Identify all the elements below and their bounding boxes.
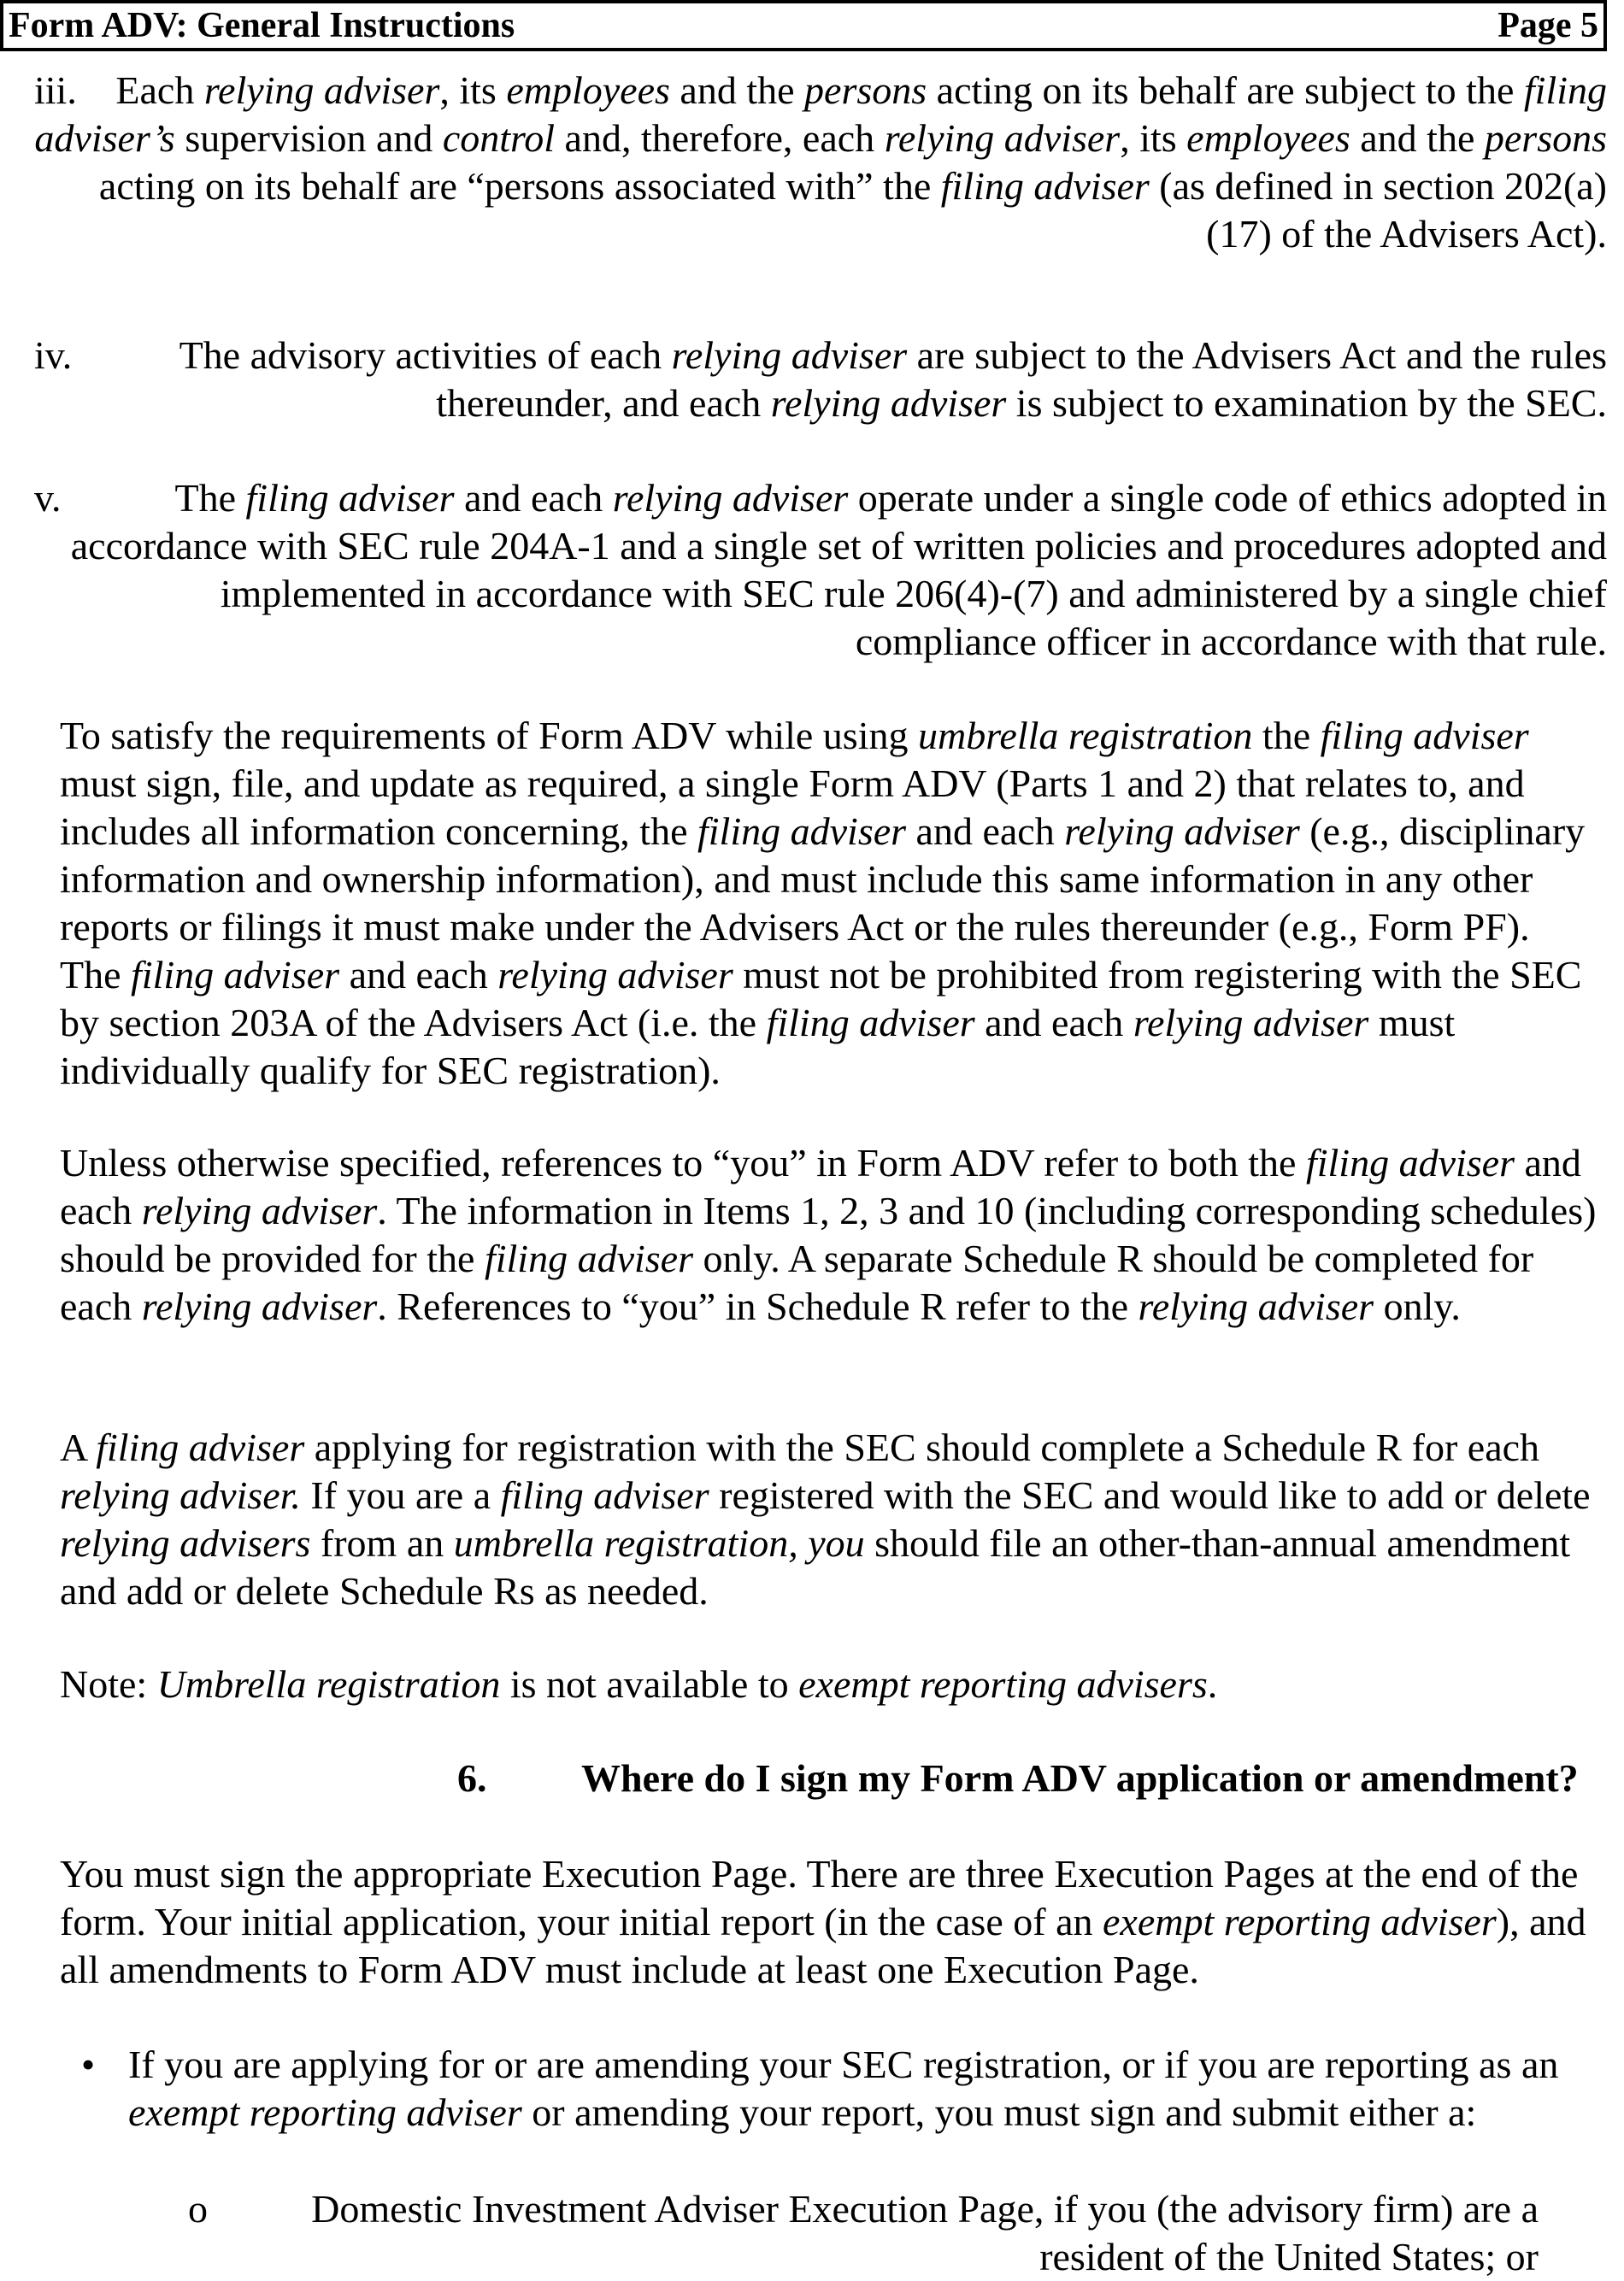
text-run: or amending your report, you must sign and submit either a: — [521, 2090, 1477, 2134]
note-paragraph — [60, 1661, 1598, 1708]
text-run: , its — [439, 68, 507, 112]
defined-term: filing adviser — [940, 164, 1150, 208]
umbrella-requirements-paragraph — [60, 712, 1598, 1095]
text-run: only. A separate Schedule R should be completed for each — [60, 1237, 1534, 1328]
section-6-heading — [457, 1755, 1579, 1802]
defined-term: relying adviser — [1138, 1285, 1374, 1328]
text-run: from an — [310, 1521, 454, 1565]
text-run: and each — [974, 1001, 1133, 1044]
defined-term: relying adviser — [884, 116, 1121, 160]
condition-item-iv — [34, 332, 1607, 427]
section-number: 6. — [457, 1756, 487, 1800]
defined-term: filing adviser — [1305, 1141, 1515, 1185]
text-run: is not available to — [500, 1662, 799, 1706]
page-number: Page 5 — [1497, 6, 1598, 45]
defined-term: exempt reporting adviser — [1103, 1900, 1497, 1943]
text-run: only. — [1374, 1285, 1461, 1328]
item-text — [34, 332, 1607, 427]
text-run: and each — [339, 953, 498, 996]
sub-bullet-item: Domestic Investment Adviser Execution Page, if you (the advisory firm) are a resident of the United States; or — [311, 2187, 1539, 2278]
text-run: acting on its behalf are “persons associated with” the — [98, 164, 941, 208]
text-run: Note: — [60, 1662, 157, 1706]
text-run: must sign, file, and update as required, a single Form ADV (Parts 1 and 2) that relates to, and includes all information concerning, the — [60, 761, 1525, 853]
defined-term: umbrella registration, you — [453, 1521, 865, 1565]
defined-term: filing adviser — [500, 1473, 709, 1517]
defined-term: relying adviser — [141, 1285, 378, 1328]
text-run: must individually qualify for SEC registration). — [60, 1001, 1456, 1092]
bullet-icon: • — [81, 2043, 96, 2086]
header-title: Form ADV: General Instructions — [9, 6, 515, 45]
defined-term: filing adviser — [766, 1001, 975, 1044]
defined-term: relying adviser — [203, 68, 440, 112]
execution-page-paragraph — [60, 1850, 1598, 1994]
defined-term: filing adviser — [484, 1237, 693, 1280]
text-run: and each — [454, 476, 613, 520]
defined-term: relying adviser. — [60, 1473, 301, 1517]
condition-item-v — [34, 474, 1607, 666]
text-run: A — [60, 1426, 97, 1469]
defined-term: filing adviser — [1320, 714, 1529, 757]
defined-term: persons — [1484, 116, 1607, 160]
defined-term: persons — [804, 68, 927, 112]
text-run: and the — [1350, 116, 1485, 160]
defined-term: relying adviser — [770, 381, 1007, 425]
text-run: If you are applying for or are amending your SEC registration, or if you are reporting as an — [128, 2043, 1559, 2086]
defined-term: filing adviser — [131, 953, 340, 996]
defined-term: relying adviser — [141, 1189, 378, 1232]
item-number: iii. — [34, 68, 77, 112]
text-run: To satisfy the requirements of Form ADV while using — [60, 714, 918, 757]
text-run: (as defined in section 202(a)(17) of the Advisers Act). — [1149, 164, 1607, 256]
references-paragraph — [60, 1139, 1598, 1331]
section-title: Where do I sign my Form ADV application or amendment? — [581, 1756, 1579, 1800]
text-run: the — [1252, 714, 1321, 757]
text-run: acting on its behalf are subject to the — [927, 68, 1524, 112]
item-number: v. — [34, 476, 62, 520]
text-run: You must sign the appropriate Execution Page. There are three Execution Pages at the end of the form. Your initial application, your initial report (in the case of an — [60, 1852, 1579, 1943]
defined-term: relying adviser — [1133, 1001, 1369, 1044]
text-run: must not be prohibited from registering with the SEC by section 203A of the Advisers Act (i.e. the — [60, 953, 1582, 1044]
defined-term: control — [442, 116, 556, 160]
text-run: registered with the SEC and would like to add or delete — [709, 1473, 1591, 1517]
text-run: supervision and — [174, 116, 443, 160]
text-run: If you are a — [300, 1473, 501, 1517]
item-text — [34, 474, 1607, 666]
text-run: ), and all amendments to Form ADV must include at least one Execution Page. — [60, 1900, 1586, 1991]
bullet-item — [128, 2041, 1598, 2137]
defined-term: relying advisers — [60, 1521, 311, 1565]
text-run: and, therefore, each — [555, 116, 885, 160]
item-number: iv. — [34, 333, 73, 377]
text-run: and each — [60, 1141, 1581, 1232]
defined-term: filing adviser — [96, 1426, 305, 1469]
sub-bullet-icon: o — [188, 2187, 208, 2231]
defined-term: filing adviser — [697, 809, 907, 853]
text-run: operate under a single code of ethics adopted in accordance with SEC rule 204A-1 and a single set of written policies and procedures adopted and implemented in accordance with SEC rule 206(4)-(7) and administered by a single chief compliance officer in accordance with that rule. — [70, 476, 1607, 663]
defined-term: employees — [1186, 116, 1350, 160]
defined-term: filing adviser — [245, 476, 455, 520]
defined-term: relying adviser — [671, 333, 908, 377]
text-run: . — [1207, 1662, 1218, 1706]
page-header — [0, 0, 1607, 51]
condition-item-iii — [34, 67, 1607, 258]
item-text — [34, 67, 1607, 258]
text-run: are subject to the Advisers Act and the rules thereunder, and each — [436, 333, 1607, 425]
text-run: is subject to examination by the SEC. — [1006, 381, 1607, 425]
defined-term: relying adviser — [612, 476, 849, 520]
text-run: and the — [669, 68, 805, 112]
text-run: Each — [115, 68, 204, 112]
defined-term: exempt reporting adviser — [128, 2090, 522, 2134]
defined-term: Umbrella registration — [156, 1662, 501, 1706]
text-run: applying for registration with the SEC should complete a Schedule R for each — [304, 1426, 1540, 1469]
defined-term: exempt reporting advisers — [798, 1662, 1208, 1706]
text-run: The advisory activities of each — [179, 333, 672, 377]
schedule-r-paragraph — [60, 1424, 1598, 1615]
text-run: The — [174, 476, 246, 520]
text-run: , its — [1120, 116, 1187, 160]
text-run: and each — [906, 809, 1065, 853]
text-run: . The information in Items 1, 2, 3 and 10 (including corresponding schedules) should be provided for the — [60, 1189, 1597, 1280]
defined-term: relying adviser — [497, 953, 733, 996]
defined-term: umbrella registration — [917, 714, 1253, 757]
text-run: (e.g., disciplinary information and ownership information), and must include this same information in any other reports or filings it must make under the Advisers Act or the rules thereunder (e.g., Form PF). The — [60, 809, 1586, 996]
defined-term: relying adviser — [1064, 809, 1300, 853]
text-run: Unless otherwise specified, references to “you” in Form ADV refer to both the — [60, 1141, 1306, 1185]
defined-term: employees — [506, 68, 670, 112]
defined-term: filing adviser’s — [34, 68, 1607, 160]
text-run: . References to “you” in Schedule R refer to the — [377, 1285, 1139, 1328]
text-run: should file an other-than-annual amendment and add or delete Schedule Rs as needed. — [60, 1521, 1571, 1613]
